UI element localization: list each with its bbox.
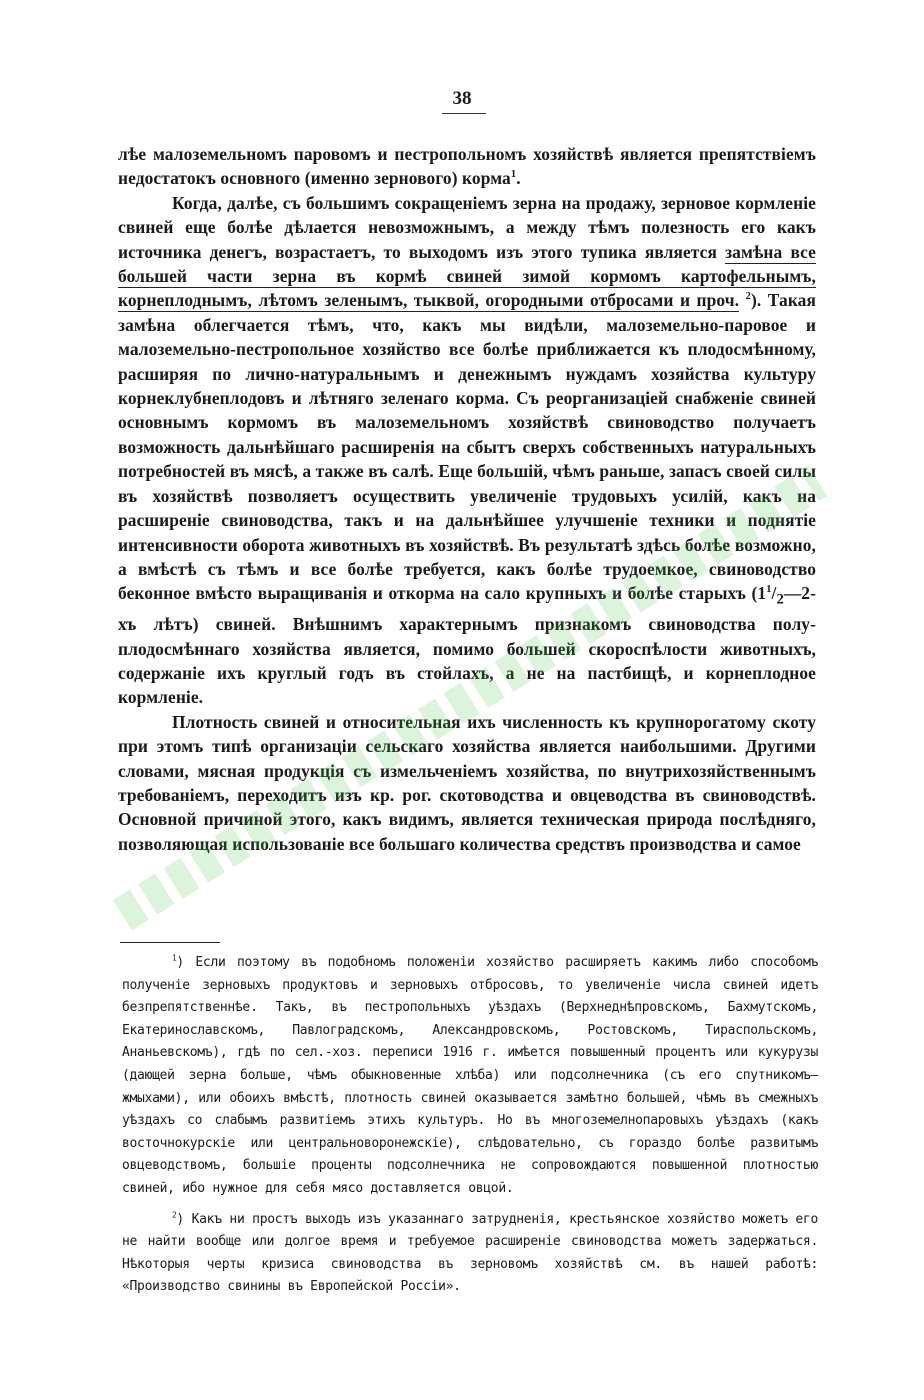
- footnote-2-mark: 2: [172, 1210, 177, 1220]
- paragraph-2-d: —2-хъ лѣтъ) свиней. Внѣшнимъ характернымъ признакомъ свиноводства полу-плодосмѣннаго хозяйства является, помимо большей скороспѣлости животныхъ, содержаніе ихъ круглый годъ въ стойлахъ, а не на пастбищѣ, и корнеплодное кормленіе.: [118, 583, 816, 708]
- footnote-rule: [120, 942, 220, 943]
- footnote-2-text: ) Какъ ни простъ выходъ изъ указаннаго затрудненія, крестьянское хозяйство можетъ его не найти вообще или долгое время и требуемое расширеніе свиноводства можетъ задержаться. Нѣкоторыя черты кризиса свиноводства въ зерновомъ хозяйствѣ см. въ нашей работѣ: «Производство свинины въ Европейской Россіи».: [122, 1211, 818, 1295]
- paragraph-2: [118, 191, 816, 710]
- fraction-slash: /: [771, 583, 777, 604]
- fraction-numerator: 1: [766, 584, 772, 596]
- body-text: [118, 142, 816, 856]
- paragraph-1: [118, 142, 816, 191]
- footnote-ref-2: 2: [745, 291, 751, 303]
- paragraph-2-a: Когда, далѣе, съ большимъ сокращеніемъ зерна на продажу, зерновое кормленіе свиней еще болѣе дѣлается невозможнымъ, а между тѣмъ полезность его какъ источника денегъ, возрастаетъ, то выходомъ изъ этого тупика является: [118, 192, 816, 262]
- paragraph-1-end: .: [516, 168, 521, 189]
- footnote-ref-1: 1: [510, 169, 517, 181]
- page-number: 38: [452, 88, 472, 109]
- underlined-passage: замѣна все большей части зерна въ кормѣ свиней зимой кормомъ картофельнымъ, корнеплоднымъ, лѣтомъ зеленымъ, тыквой, огородными отбросами и проч.: [118, 241, 816, 311]
- footnote-1-text: ) Если поэтому въ подобномъ положеніи хозяйство расширяетъ какимъ либо способомъ полученіе зерновыхъ продуктовъ и зерновыхъ отбросовъ, то увеличеніе числа свиней идетъ безпрепятственнѣе. Такъ, въ пестропольныхъ уѣздахъ (Верхнеднѣпровскомъ, Бахмутскомъ, Екатеринославскомъ, Павлоградскомъ, Александровскомъ, Ростовскомъ, Тираспольскомъ, Ананьевскомъ), гдѣ по сел.-хоз. переписи 1916 г. имѣется повышенный процентъ или кукурузы (дающей зерна больше, чѣмъ обыкновенные хлѣба) или подсолнечника (съ его спутникомъ—жмыхами), или обоихъ вмѣстѣ, плотность свиней оказывается замѣтно большей, чѣмъ въ смежныхъ уѣздахъ со слабымъ развитіемъ этихъ культуръ. Но въ многоземелнопаровыхъ уѣздахъ (какъ восточнокурскіе или центральноворонежскіе), слѣдовательно, съ гораздо болѣе развитымъ овцеводствомъ, большіе проценты подсолнечника не сопровождаются повышенной плотностью свиней, ибо нужное для себя мясо доставляется овцой.: [122, 955, 818, 1196]
- footnote-2: [122, 1209, 818, 1299]
- page-number-rule: [442, 113, 486, 114]
- fraction-denominator: 2: [776, 591, 784, 608]
- footnote-1: [122, 952, 818, 1201]
- footnote-1-mark: 1: [172, 953, 177, 963]
- paragraph-1-text: лѣе малоземельномъ паровомъ и пестропольномъ хозяйствѣ является препятствіемъ недостатокъ основного (именно зернового) корма: [118, 144, 816, 189]
- footnotes: [122, 952, 818, 1307]
- paragraph-2-b: ). Такая замѣна облегчается тѣмъ, что, какъ мы видѣли, малоземельно-паровое и малоземельно-пестропольное хозяйство все болѣе приближается къ плодосмѣнному, расширяя по лично-натуральнымъ и денежнымъ нуждамъ хозяйства культуру корнеклубнеплодовъ и лѣтняго зеленаго корма. Съ реорганизаціей снабженіе свиней основнымъ кормомъ въ малоземельномъ хозяйствѣ свиноводство получаетъ возможность дальнѣйшаго расширенія на сбытъ сверхъ собственныхъ натуральныхъ потребностей въ мясѣ, а также въ салѣ. Еще большій, чѣмъ раньше, запасъ своей силы въ хозяйствѣ позволяетъ осуществить увеличеніе трудовыхъ усилій, какъ на расширеніе свиноводства, такъ и на дальнѣйшее улучшеніе техники и поднятіе интенсивности оборота животныхъ въ хозяйствѣ. Въ результатѣ здѣсь болѣе возможно, а вмѣстѣ съ тѣмъ и все болѣе требуется, какъ болѣе трудоемкое, свиноводство беконное вмѣсто выращиванія и откорма на сало крупныхъ и болѣе старыхъ (1: [118, 290, 816, 604]
- paragraph-3: Плотность свиней и относительная ихъ численность къ крупнорогатому скоту при этомъ типѣ организаціи сельскаго хозяйства является наибольшими. Другими словами, мясная продукція съ измельченіемъ хозяйства, по внутрихозяйственнымъ требованіемъ, переходитъ изъ кр. рог. скотоводства и овцеводства въ свиноводствѣ. Основной причиной этого, какъ видимъ, является техническая природа послѣдняго, позволяющая использованіе все большаго количества средствъ производства и самое: [118, 711, 816, 854]
